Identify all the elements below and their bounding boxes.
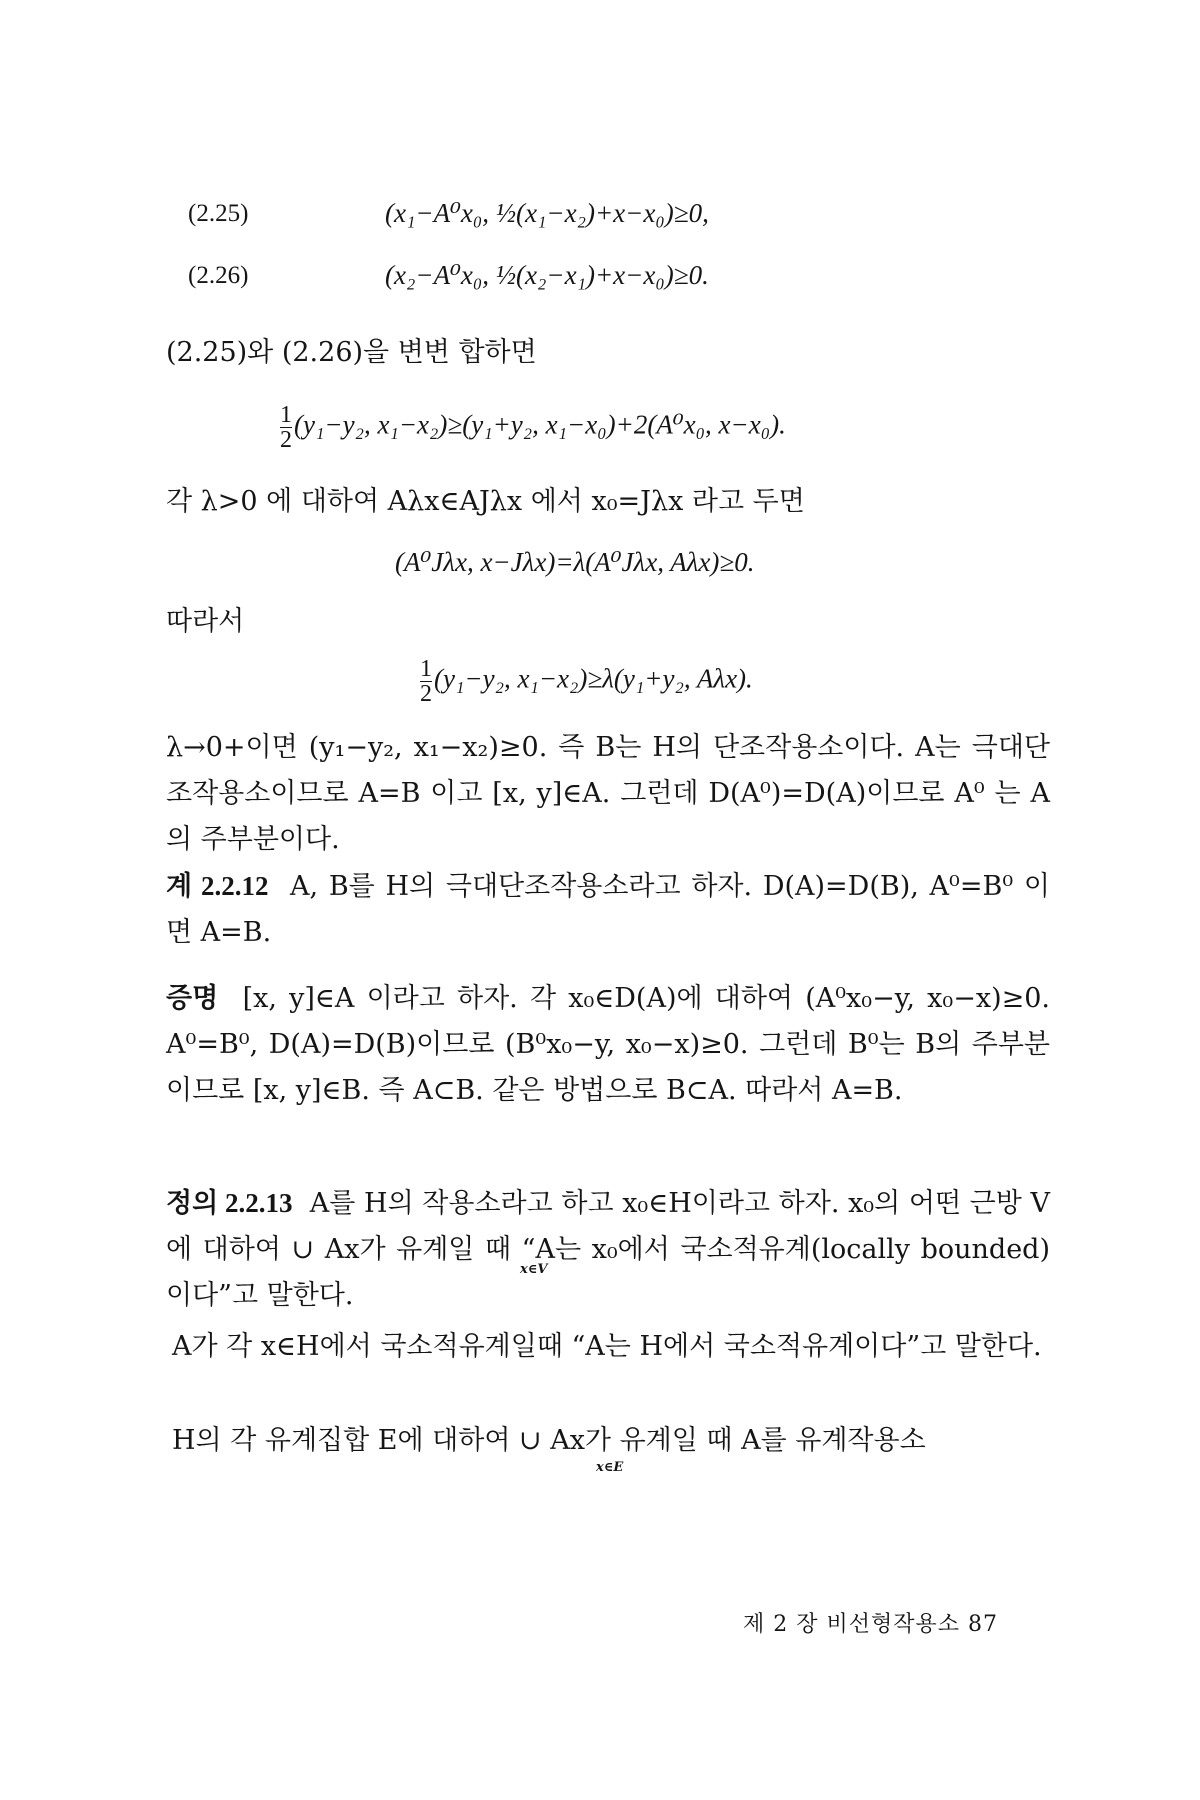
lemma-heading: 계 2.2.12: [166, 871, 269, 901]
equation-2-26: (x₂−A⁰x₀, ½(x₂−x₁)+x−x₀)≥0.: [385, 260, 709, 290]
page-footer: 제 2 장 비선형작용소 87: [743, 1612, 998, 1637]
definition-heading: 정의 2.2.13: [166, 1188, 293, 1218]
proof-text: [x, y]∈A 이라고 하자. 각 x₀∈D(A)에 대하여 (A⁰x₀−y, x₀−x)≥0. A⁰=B⁰, D(A)=D(B)이므로 (B⁰x₀−y, x₀−x)≥0. 그런데 B⁰는 B의 주부분이므로 [x, y]∈B. 즉 A⊂B. 같은 방법으로 B⊂A. 따라서 A=B.: [166, 983, 1050, 1106]
union-subscript-v: x∈V: [520, 1262, 548, 1277]
equation-2-25: (x₁−A⁰x₀, ½(x₁−x₂)+x−x₀)≥0,: [385, 198, 709, 228]
equation-therefore: [418, 657, 753, 706]
equation-sum-body: (y₁−y₂, x₁−x₂)≥(y₁+y₂, x₁−x₀)+2(A⁰x₀, x−x₀).: [294, 409, 786, 440]
text-therefore: 따라서: [166, 606, 245, 637]
proof-block: [166, 975, 1050, 1114]
definition-text: A를 H의 작용소라고 하고 x₀∈H이라고 하자. x₀의 어떤 근방 V에 대하여 ∪ Ax가 유계일 때 “A는 x₀에서 국소적유계(locally bounded)이다”고 말한다.: [166, 1188, 1050, 1311]
equation-number-2-26: (2.26): [188, 262, 249, 289]
lemma-text: A, B를 H의 극대단조작용소라고 하자. D(A)=D(B), A⁰=B⁰ 이면 A=B.: [166, 871, 1050, 948]
fraction-half: $\frac{1}{2}$: [280, 402, 292, 453]
equation-therefore-body: (y₁−y₂, x₁−x₂)≥λ(y₁+y₂, Aλx).: [434, 663, 753, 694]
proof-heading: 증명: [166, 983, 219, 1013]
equation-sum: [278, 403, 786, 452]
text-each-lambda: 각 λ>0 에 대하여 Aλx∈AJλx 에서 x₀=Jλx 라고 두면: [166, 486, 805, 517]
fraction-half: $\frac{1}{2}$: [420, 656, 432, 707]
paragraph-locally-bounded: A가 각 x∈H에서 국소적유계일때 “A는 H에서 국소적유계이다”고 말한다.: [172, 1331, 1042, 1362]
union-subscript-e: x∈E: [596, 1460, 624, 1475]
paragraph-limit: λ→0+이면 (y₁−y₂, x₁−x₂)≥0. 즉 B는 H의 단조작용소이다. A는 극대단조작용소이므로 A=B 이고 [x, y]∈A. 그런데 D(A⁰)=D(A)이므로 A⁰ 는 A의 주부분이다.: [166, 732, 1050, 855]
equation-lambda: (A⁰Jλx, x−Jλx)=λ(A⁰Jλx, Aλx)≥0.: [395, 547, 755, 577]
equation-number-2-25: (2.25): [188, 200, 249, 227]
paragraph-bounded-operator: H의 각 유계집합 E에 대하여 ∪ Ax가 유계일 때 A를 유계작용소: [172, 1425, 926, 1456]
lemma-2-2-12: [166, 863, 1050, 956]
definition-2-2-13: [166, 1180, 1050, 1319]
text-sum-intro: (2.25)와 (2.26)을 변변 합하면: [166, 337, 537, 368]
